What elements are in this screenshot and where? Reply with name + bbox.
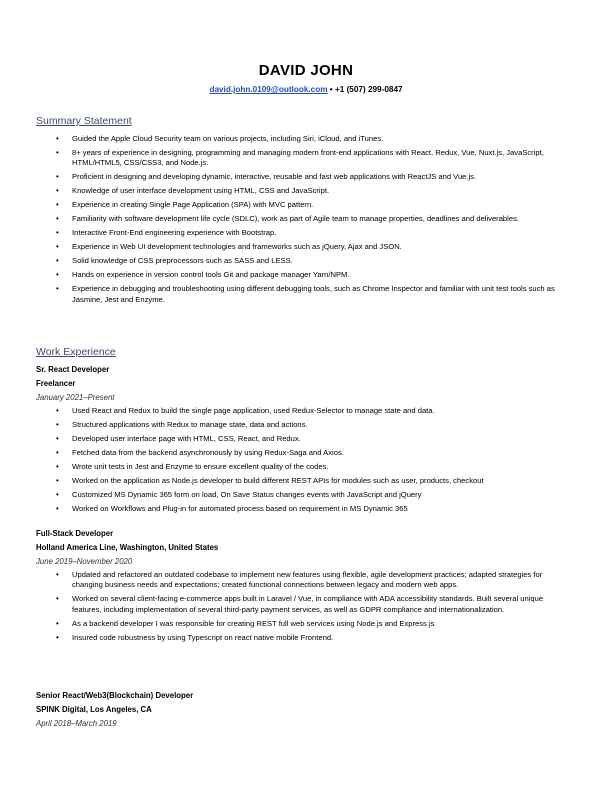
job-bullet: • Structured applications with Redux to manage state, data and actions. [72,420,577,430]
contact-line [0,85,612,94]
summary-item: • Hands on experience in version control tools Git and package manager Yarn/NPM. [72,270,572,280]
job-company: SPINK Digital, Los Angeles, CA [36,705,152,714]
summary-item: • Knowledge of user interface development using HTML, CSS and JavaScript. [72,186,572,196]
summary-item: • Solid knowledge of CSS preprocessors such as SASS and LESS. [72,256,572,266]
summary-item: • Experience in creating Single Page Application (SPA) with MVC pattern. [72,200,572,210]
job-title: Senior React/Web3(Blockchain) Developer [36,691,194,700]
summary-item: • Familiarity with software development life cycle (SDLC), work as part of Agile team to manage properties, deadlines and deliverables. [72,214,572,224]
experience-heading: Work Experience [36,346,116,358]
summary-item: • Proficient in designing and developing dynamic, interactive, reusable and fast web applications with ReactJS and Vue.js. [72,172,572,182]
summary-item: • Experience in Web UI development technologies and frameworks such as jQuery, Ajax and JSON. [72,242,572,252]
summary-item: • Interactive Front-End engineering experience with Bootstrap. [72,228,572,238]
job-dates: June 2019–November 2020 [36,557,133,566]
job-bullet: • As a backend developer I was responsible for creating REST full web services using Node.js and Express.js [72,619,567,629]
job-title: Sr. React Developer [36,365,110,374]
job-2-bullets [72,570,567,647]
email-link[interactable]: david.john.0109@outlook.com [209,85,328,94]
contact-separator: • [327,85,335,94]
phone-number: +1 (507) 299-0847 [334,85,403,94]
job-entry [36,527,576,569]
summary-heading: Summary Statement [36,115,132,127]
summary-item: • Guided the Apple Cloud Security team on various projects, including Siri, iCloud, and iTunes. [72,134,572,144]
job-bullet: • Insured code robustness by using Typescript on react native mobile Frontend. [72,633,567,643]
job-entry [36,689,576,731]
job-dates: January 2021–Present [36,393,115,402]
job-title: Full-Stack Developer [36,529,114,538]
job-bullet: • Worked on Workflows and Plug-in for automated process based on requirement in MS Dynamic 365 [72,504,577,514]
job-bullet: • Worked on the application as Node.js developer to build different REST APIs for modules such as user, products, checkout [72,476,577,486]
summary-item: • 8+ years of experience in designing, programming and managing modern front-end applications with React, Redux, Vue, Nuxt.js, JavaScript, HTML/HTML5, CSS/CSS3, and Node.js. [72,148,572,169]
job-bullet: • Customized MS Dynamic 365 form on load, On Save Status changes events with JavaScript and jQuery [72,490,577,500]
job-bullet: • Developed user interface page with HTML, CSS, React, and Redux. [72,434,577,444]
summary-list [72,134,572,309]
job-bullet: • Wrote unit tests in Jest and Enzyme to ensure excellent quality of the codes. [72,462,577,472]
job-company: Holland America Line, Washington, United States [36,543,219,552]
candidate-name: DAVID JOHN [258,62,354,79]
job-company: Freelancer [36,379,76,388]
job-bullet: • Updated and refactored an outdated codebase to implement new features using flexible, agile development practices; adapted strategies for changing business needs and expectations; created functional connections between legacy and modern web apps. [72,570,567,591]
summary-item: • Experience in debugging and troubleshooting using different debugging tools, such as Chrome Inspector and familiar with unit test tools such as Jasmine, Jest and Enzyme. [72,284,572,305]
job-bullet: • Worked on several client-facing e-commerce apps built in Laravel / Vue, in compliance with ADA accessibility standards. Built several unique features, including implementation of several third-party payment services, as well as GDPR compliance and internationalization. [72,594,567,615]
job-1-bullets [72,406,577,518]
job-bullet: • Fetched data from the backend asynchronously by using Redux-Saga and Axios. [72,448,577,458]
job-dates: April 2018–March 2019 [36,719,117,728]
job-bullet: • Used React and Redux to build the single page application, used Redux-Selector to manage state and data. [72,406,577,416]
job-entry [36,363,576,405]
